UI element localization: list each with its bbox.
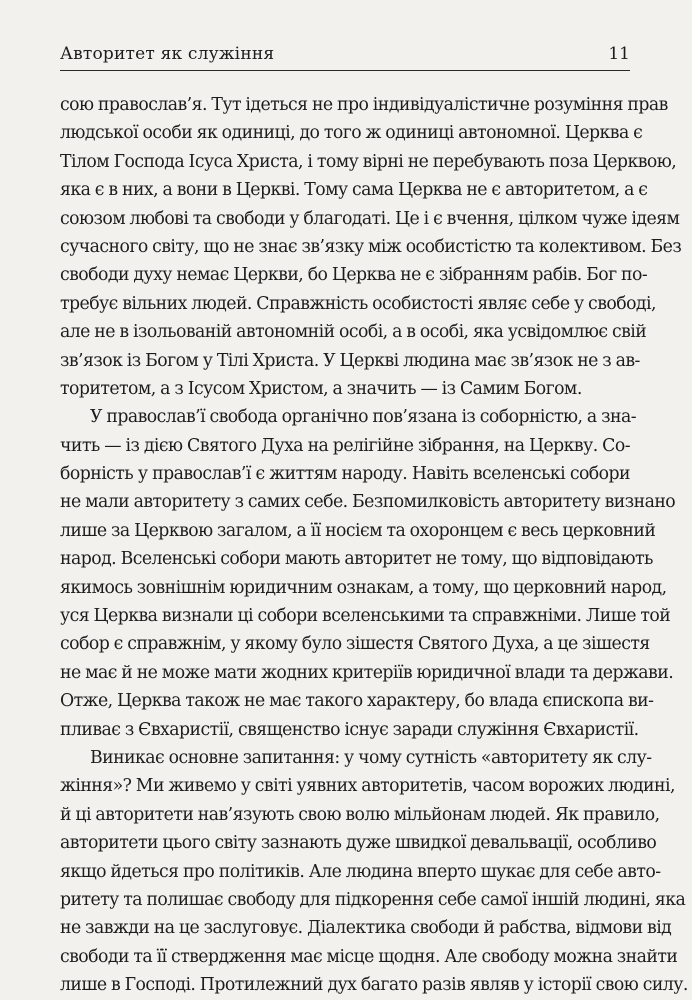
text-line: лише в Господі. Протилежний дух багато разів являв у історії свою силу.: [60, 975, 688, 996]
text-line: требує вільних людей. Справжність особистості являє себе у свободі,: [60, 293, 656, 314]
text-line: яка є в них, а вони в Церкві. Тому сама Церква не є авторитетом, а є: [60, 180, 648, 201]
body-text: [60, 91, 688, 1000]
paragraph: [60, 403, 676, 744]
text-line: Виникає основне запитання: у чому сутність «авторитету як слу-: [90, 747, 652, 768]
text-line: не завжди на це заслуговує. Діалектика свободи й рабства, відмови від: [60, 918, 672, 939]
text-line: пливає з Євхаристії, священство існує заради служіння Євхаристії.: [60, 719, 639, 740]
text-line: сою православ’я. Тут ідеться не про індивідуалістичне розуміння прав: [60, 95, 668, 115]
text-line: лише за Церквою загалом, а її носієм та охоронцем є весь церковний: [60, 520, 656, 541]
header-rule: [60, 70, 630, 71]
text-line: але не в ізольованій автономній особі, а в особі, яка усвідомлює свій: [60, 322, 647, 343]
paragraph: [60, 91, 682, 403]
text-line: союзом любові та свободи у благодаті. Це і є вчення, цілком чуже ідеям: [60, 208, 680, 229]
running-title: Авторитет як служіння: [60, 44, 275, 64]
text-line: свободи духу немає Церкви, бо Церква не є зібранням рабів. Бог по-: [60, 265, 648, 286]
text-line: якимось зовнішнім юридичним ознакам, а тому, що церковний народ,: [60, 577, 667, 598]
text-line: авторитети цього світу зазнають дуже швидкої девальвації, особливо: [60, 833, 657, 854]
text-line: людської особи як одиниці, до того ж одиниці автономної. Церква є: [60, 123, 643, 144]
text-line: Тілом Господа Ісуса Христа, і тому вірні не перебувають поза Церквою,: [60, 151, 677, 172]
text-line: ритету та полишає свободу для підкорення себе самої іншій людині, яка: [60, 889, 686, 910]
page-header: [60, 44, 630, 74]
text-line: борність у православ’ї є життям народу. Навіть вселенські собори: [60, 464, 630, 485]
text-line: й ці авторитети нав’язують свою волю мільйонам людей. Як правило,: [60, 804, 660, 825]
text-line: не має й не може мати жодних критеріїв юридичної влади та держави.: [60, 662, 674, 683]
text-line: торитетом, а з Ісусом Христом, а значить — із Самим Богом.: [60, 378, 582, 399]
text-line: народ. Вселенські собори мають авторитет не тому, що відповідають: [60, 549, 653, 570]
text-line: Отже, Церква також не має такого характеру, бо влада єпископа ви-: [60, 691, 654, 712]
text-line: якщо йдеться про політиків. Але людина вперто шукає для себе авто-: [60, 861, 661, 882]
text-line: не мали авторитету з самих себе. Безпомилковість авторитету визнано: [60, 492, 676, 513]
text-line: собор є справжнім, у якому було зішестя Святого Духа, а це зішестя: [60, 634, 650, 655]
text-line: жіння»? Ми живемо у світі уявних авторитетів, часом ворожих людині,: [60, 776, 675, 797]
paragraph: [60, 744, 688, 1000]
text-line: У православ’ї свобода органічно пов’язана із соборністю, а зна-: [90, 407, 637, 428]
text-line: чить — із дією Святого Духа на релігійне зібрання, на Церкву. Со-: [60, 435, 630, 456]
text-line: свободи та її ствердження має місце щодня. Але свободу можна знайти: [60, 946, 678, 967]
text-line: зв’язок із Богом у Тілі Христа. У Церкві людина має зв’язок не з ав-: [60, 350, 640, 371]
text-line: уся Церква визнали ці собори вселенськими та справжніми. Лише той: [60, 606, 671, 627]
page-number: 11: [608, 44, 630, 64]
text-line: сучасного світу, що не знає зв’язку між особистістю та колективом. Без: [60, 236, 682, 257]
